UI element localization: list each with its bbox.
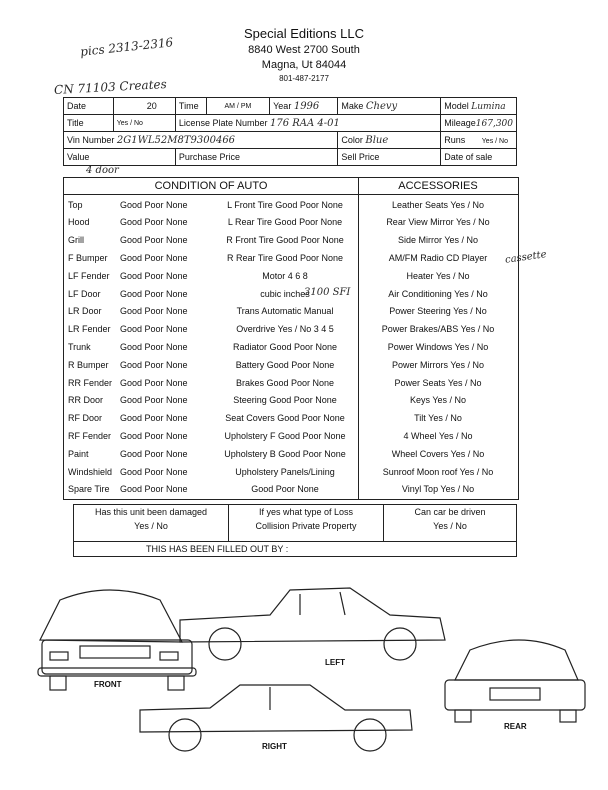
loss-cell: If yes what type of Loss Collision Private Property	[229, 505, 384, 542]
year-cell: Year 1996	[270, 98, 338, 115]
condition-mid-row: cubic inches	[260, 288, 310, 299]
mileage-cell: Mileage167,300	[441, 115, 517, 132]
time-label: Time	[175, 98, 206, 115]
column-divider	[358, 178, 359, 499]
condition-left-options: Good Poor None	[120, 288, 188, 299]
condition-left-options: Good Poor None	[120, 484, 188, 495]
condition-mid-row: Battery Good Poor None	[235, 359, 335, 370]
year-handwritten: 1996	[293, 100, 320, 112]
condition-left-options: Good Poor None	[120, 324, 188, 335]
condition-left-label: RF Door	[68, 413, 103, 424]
driven-cell: Can car be driven Yes / No	[384, 505, 517, 542]
color-handwritten: Blue	[365, 134, 389, 146]
condition-left-row	[68, 214, 218, 231]
condition-left-row	[68, 427, 218, 444]
condition-mid-row: L Front Tire Good Poor None	[227, 199, 343, 210]
title-options: Yes / No	[113, 115, 175, 132]
condition-left-options: Good Poor None	[120, 341, 188, 352]
make-handwritten: Chevy	[365, 100, 398, 112]
condition-left-options: Good Poor None	[120, 235, 188, 246]
accessory-row: Rear View Mirror Yes / No	[386, 217, 490, 228]
value-label: Value	[64, 149, 176, 166]
purchase-label: Purchase Price	[175, 149, 337, 166]
vehicle-info-table	[63, 97, 517, 166]
condition-left-row	[68, 196, 218, 213]
condition-left-label: RR Door	[68, 395, 104, 406]
accessory-row: Wheel Covers Yes / No	[391, 448, 485, 459]
title-label: Title	[64, 115, 114, 132]
condition-left-options: Good Poor None	[120, 413, 188, 424]
condition-heading: CONDITION OF AUTO	[154, 180, 268, 192]
company-city: Magna, Ut 84044	[261, 59, 347, 71]
condition-mid-row: Upholstery B Good Poor None	[224, 448, 346, 459]
condition-left-options: Good Poor None	[120, 377, 188, 388]
condition-left-label: LR Door	[68, 306, 102, 317]
accessory-row: Sunroof Moon roof Yes / No	[382, 466, 494, 477]
condition-left-row	[68, 321, 218, 338]
condition-left-label: LR Fender	[68, 324, 111, 335]
condition-left-row	[68, 356, 218, 373]
left-car-drawing	[180, 588, 445, 660]
model-handwritten: Lumina	[471, 101, 506, 112]
damage-table	[73, 504, 517, 557]
condition-left-row	[68, 303, 218, 320]
accessory-row: Air Conditioning Yes / No	[388, 288, 488, 299]
left-label: LEFT	[325, 658, 345, 667]
front-car-drawing	[38, 590, 196, 690]
rear-label: REAR	[504, 722, 527, 731]
motor-note: 3100 SFI	[304, 287, 351, 298]
condition-left-row	[68, 285, 218, 302]
date-value: 20	[113, 98, 175, 115]
vin-cell: Vin Number 2G1WL52M8T9300466	[64, 132, 338, 149]
runs-cell: Runs Yes / No	[441, 132, 517, 149]
model-cell: Model Lumina	[441, 98, 517, 115]
sell-label: Sell Price	[338, 149, 441, 166]
accessory-row: AM/FM Radio CD Player	[388, 252, 488, 263]
condition-left-label: RF Fender	[68, 430, 112, 441]
accessory-row: 4 Wheel Yes / No	[403, 430, 473, 441]
accessory-row: Power Windows Yes / No	[387, 341, 489, 352]
condition-left-options: Good Poor None	[120, 448, 188, 459]
condition-left-label: Grill	[68, 235, 84, 246]
condition-left-row	[68, 463, 218, 480]
accessory-row: Power Seats Yes / No	[394, 377, 482, 388]
accessories-heading: ACCESSORIES	[398, 180, 478, 192]
accessory-row: Leather Seats Yes / No	[391, 199, 485, 210]
door-note: 4 door	[86, 165, 119, 176]
accessory-row: Side Mirror Yes / No	[397, 235, 479, 246]
condition-mid-row: Brakes Good Poor None	[235, 377, 335, 388]
condition-left-row	[68, 338, 218, 355]
datesale-label: Date of sale	[441, 149, 517, 166]
condition-mid-row: Steering Good Poor None	[233, 395, 337, 406]
condition-left-row	[68, 249, 218, 266]
cassette-note: cassette	[504, 249, 548, 266]
date-label: Date	[64, 98, 114, 115]
condition-mid-row: R Front Tire Good Poor None	[226, 235, 344, 246]
plate-handwritten: 176 RAA 4-01	[269, 117, 340, 129]
condition-left-row	[68, 374, 218, 391]
condition-mid-row: Upholstery Panels/Lining	[235, 466, 335, 477]
accessory-row: Keys Yes / No	[409, 395, 467, 406]
condition-left-options: Good Poor None	[120, 199, 188, 210]
cn-note: CN 71103 Creates	[53, 77, 168, 97]
company-phone: 801-487-2177	[279, 74, 329, 83]
condition-mid-row: Overdrive Yes / No 3 4 5	[236, 324, 334, 335]
time-options: AM / PM	[206, 98, 269, 115]
plate-cell: License Plate Number 176 RAA 4-01	[175, 115, 440, 132]
condition-left-label: LF Door	[68, 288, 101, 299]
condition-left-label: R Bumper	[68, 359, 109, 370]
mileage-handwritten: 167,300	[475, 118, 513, 129]
condition-left-options: Good Poor None	[120, 306, 188, 317]
condition-left-label: F Bumper	[68, 252, 108, 263]
condition-left-label: RR Fender	[68, 377, 113, 388]
condition-left-label: LF Fender	[68, 270, 110, 281]
right-label: RIGHT	[262, 742, 287, 751]
accessory-row: Tilt Yes / No	[414, 413, 462, 424]
rear-car-drawing	[445, 640, 585, 722]
accessory-row: Power Brakes/ABS Yes / No	[381, 324, 495, 335]
condition-left-options: Good Poor None	[120, 359, 188, 370]
condition-left-label: Paint	[68, 448, 89, 459]
condition-mid-row: Seat Covers Good Poor None	[225, 413, 345, 424]
accessory-row: Power Mirrors Yes / No	[391, 359, 485, 370]
condition-mid-row: R Rear Tire Good Poor None	[226, 252, 344, 263]
color-cell: Color Blue	[338, 132, 441, 149]
condition-left-row	[68, 410, 218, 427]
condition-left-options: Good Poor None	[120, 217, 188, 228]
accessory-row: Heater Yes / No	[406, 270, 470, 281]
company-address: 8840 West 2700 South	[248, 44, 360, 56]
car-diagrams	[0, 560, 608, 790]
company-name: Special Editions LLC	[244, 26, 364, 41]
accessory-row: Power Steering Yes / No	[389, 306, 487, 317]
condition-left-options: Good Poor None	[120, 430, 188, 441]
pics-note: pics 2313-2316	[79, 35, 174, 59]
condition-left-label: Windshield	[68, 466, 113, 477]
condition-left-row	[68, 445, 218, 462]
condition-mid-row: Motor 4 6 8	[262, 270, 308, 281]
vin-handwritten: 2G1WL52M8T9300466	[116, 134, 236, 146]
condition-mid-row: Good Poor None	[251, 484, 319, 495]
condition-mid-row: Trans Automatic Manual	[236, 306, 334, 317]
condition-left-label: Top	[68, 199, 83, 210]
condition-mid-row: L Rear Tire Good Poor None	[227, 217, 343, 228]
heading-rule	[64, 194, 518, 195]
accessory-row: Vinyl Top Yes / No	[401, 484, 475, 495]
condition-mid-row: Upholstery F Good Poor None	[224, 430, 346, 441]
condition-left-label: Spare Tire	[68, 484, 110, 495]
condition-left-options: Good Poor None	[120, 270, 188, 281]
condition-left-row	[68, 481, 218, 498]
damaged-cell: Has this unit been damaged Yes / No	[74, 505, 229, 542]
condition-left-label: Trunk	[68, 341, 91, 352]
filled-by: THIS HAS BEEN FILLED OUT BY :	[74, 542, 517, 557]
condition-left-row	[68, 267, 218, 284]
condition-block	[63, 177, 519, 500]
make-cell: Make Chevy	[338, 98, 441, 115]
condition-left-options: Good Poor None	[120, 395, 188, 406]
front-label: FRONT	[94, 680, 122, 689]
condition-mid-row: Radiator Good Poor None	[232, 341, 338, 352]
condition-left-label: Hood	[68, 217, 90, 228]
condition-left-row	[68, 392, 218, 409]
condition-left-options: Good Poor None	[120, 466, 188, 477]
condition-left-options: Good Poor None	[120, 252, 188, 263]
condition-left-row	[68, 232, 218, 249]
